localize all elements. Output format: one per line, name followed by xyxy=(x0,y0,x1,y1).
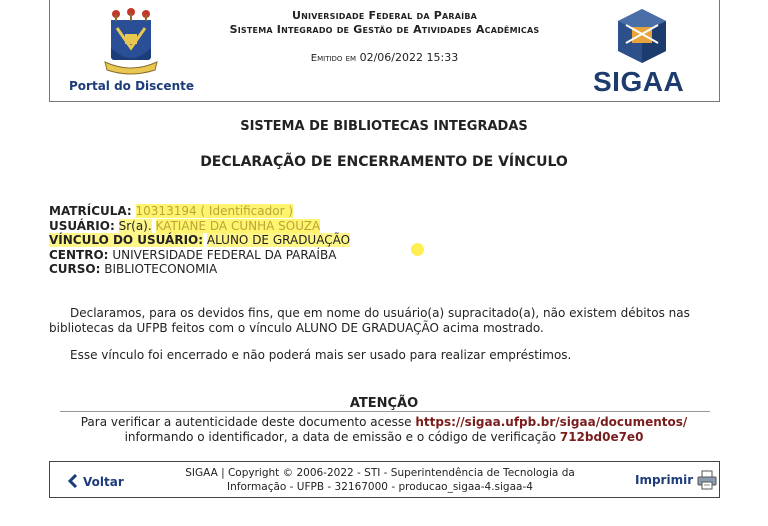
verification-text: Para verificar a autenticidade deste documento acesse xyxy=(80,415,412,429)
declaration-paragraph xyxy=(49,306,719,336)
declaration-text: Declaramos, para os devidos fins, que em nome do usuário(a) supracitado(a), não existem débitos nas bibliotecas da UFPB feitos com o vínculo ALUNO DE GRADUAÇÃO acima mostrado. xyxy=(49,306,690,335)
attention-title: ATENÇÃO xyxy=(349,396,419,411)
vinculo-value: ALUNO DE GRADUAÇÃO xyxy=(206,233,351,247)
system-name: Sistema Integrado de Gestão de Atividades Acadêmicas xyxy=(229,23,540,36)
centro-value: UNIVERSIDADE FEDERAL DA PARAÍBA xyxy=(112,247,337,262)
printer-icon[interactable] xyxy=(697,470,717,490)
centro-label: CENTRO: xyxy=(49,247,109,262)
curso-row xyxy=(49,262,350,277)
emitted-label: Emitido em xyxy=(310,53,357,64)
matricula-row xyxy=(49,204,350,219)
sigaa-logo-text: SIGAA xyxy=(593,66,685,97)
back-button[interactable] xyxy=(68,472,124,489)
highlighter-mark xyxy=(411,243,424,256)
sigaa-cube-icon xyxy=(616,7,668,65)
usuario-label: USUÁRIO: xyxy=(49,218,115,233)
closure-text: Esse vínculo foi encerrado e não poderá mais ser usado para realizar empréstimos. xyxy=(70,348,572,362)
usuario-row xyxy=(49,219,350,234)
print-button[interactable]: Imprimir xyxy=(635,473,694,487)
document-header xyxy=(49,0,720,102)
copyright-line1: SIGAA | Copyright © 2006-2022 - STI - Superintendência de Tecnologia da xyxy=(185,467,575,479)
chevron-left-icon xyxy=(68,474,77,488)
centro-row xyxy=(49,248,350,263)
attention-divider xyxy=(60,411,710,412)
section-title: SISTEMA DE BIBLIOTECAS INTEGRADAS xyxy=(240,119,528,134)
emitted-datetime: 02/06/2022 15:33 xyxy=(359,51,459,64)
verification-url-link[interactable]: https://sigaa.ufpb.br/sigaa/documentos/ xyxy=(415,415,688,429)
usuario-prefix: Sr(a). xyxy=(118,218,152,233)
verification-info xyxy=(0,415,768,445)
page-footer xyxy=(49,461,720,498)
verification-code: 712bd0e7e0 xyxy=(559,430,644,444)
user-info xyxy=(49,204,350,277)
copyright-line2: Informação - UFPB - 32167000 - producao_sigaa-4.sigaa-4 xyxy=(227,481,533,493)
declaration-title: DECLARAÇÃO DE ENCERRAMENTO DE VÍNCULO xyxy=(200,154,568,170)
matricula-label: MATRÍCULA: xyxy=(49,204,132,218)
matricula-value: 10313194 ( Identificador ) xyxy=(135,204,294,218)
vinculo-label: VÍNCULO DO USUÁRIO: xyxy=(49,233,204,247)
usuario-value: KATIANE DA CUNHA SOUZA xyxy=(155,218,321,233)
copyright-text xyxy=(160,466,600,494)
portal-label: Portal do Discente xyxy=(69,79,194,93)
vinculo-row xyxy=(49,233,350,248)
curso-value: BIBLIOTECONOMIA xyxy=(104,262,218,276)
university-name: Universidade Federal da Paraíba xyxy=(291,9,478,22)
verification-instructions: informando o identificador, a data de emissão e o código de verificação xyxy=(124,430,557,444)
curso-label: CURSO: xyxy=(49,262,101,276)
back-label: Voltar xyxy=(83,475,124,489)
